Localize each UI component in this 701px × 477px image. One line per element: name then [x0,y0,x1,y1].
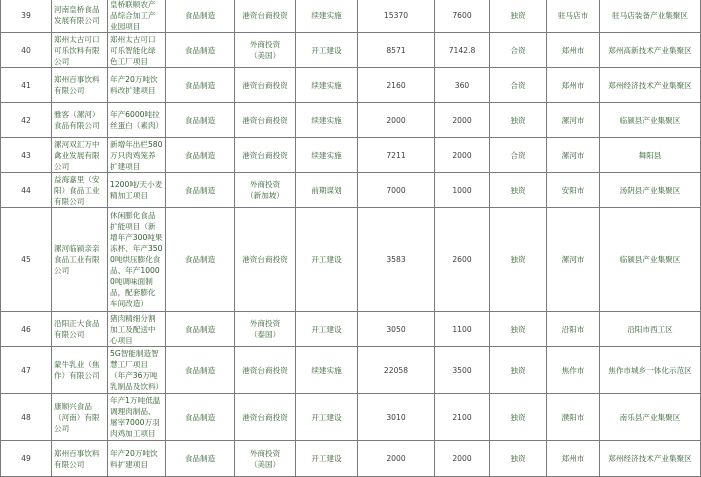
cell-amount [435,173,490,208]
cell-city-text: 焦作市 [561,365,585,375]
cell-city [547,173,600,208]
cell-industry [166,394,235,441]
cell-company-text: 雅客（漯河）食品有限公司 [54,110,100,130]
cell-no [1,138,52,173]
cell-investment [358,103,435,138]
cell-industry-text: 食品制造 [184,255,216,264]
cell-city-text: 沿阳市 [561,324,585,334]
cell-mode-text: 独资 [510,324,526,334]
cell-project-text: 休闲膨化食品扩能项目（新增年产300吨果冻杯、年产3500吨烘压膨化食品、年产10000吨调味面制品，配套膨化车间改造） [110,211,163,308]
cell-amount-text: 2000 [452,454,472,463]
cell-no-text: 42 [21,115,31,125]
cell-city [547,312,600,347]
cell-source-text: 港资台商投资 [242,365,288,375]
cell-investment [358,138,435,173]
cell-project-text: 猪肉精细分割加工及配送中心项目 [110,313,156,345]
cell-company [52,68,108,103]
cell-city [547,138,600,173]
cell-no-text: 41 [21,80,31,90]
cell-no-text: 39 [21,10,31,20]
cell-project-text: 皇桥联顺农产品综合加工产业园项目 [110,0,156,31]
cell-amount [435,394,490,441]
cell-source [235,173,296,208]
cell-project-text: 年产20万吨饮料改扩建项目 [110,75,158,95]
table-row [1,347,701,394]
cell-no [1,441,52,477]
cell-source [235,138,296,173]
cell-stage [296,173,358,208]
cell-stage [296,208,358,312]
cell-no [1,68,52,103]
cell-zone [600,394,701,441]
cell-investment-text: 2000 [386,115,406,125]
cell-mode [490,347,547,394]
cell-investment-text: 7211 [386,150,406,160]
cell-amount [435,138,490,173]
cell-industry-text: 食品制造 [184,185,216,195]
cell-no-text: 44 [21,185,31,195]
cell-stage-text: 前期谋划 [311,185,342,195]
cell-source [235,68,296,103]
cell-stage-text: 开工建设 [311,324,342,334]
cell-source [235,208,296,312]
cell-mode-text: 独资 [510,412,526,422]
cell-source-text: 外商投资 [249,448,281,458]
cell-mode-text: 独资 [510,454,526,463]
cell-no-text: 45 [21,255,31,264]
cell-project [108,173,166,208]
cell-investment [358,173,435,208]
cell-company-text: 郑州太古可口可乐饮料有限公司 [54,34,100,66]
cell-investment [358,33,435,68]
cell-city-text: 濮阳市 [561,412,585,422]
cell-industry-text: 食品制造 [184,324,216,334]
cell-source-text: 港资台商投资 [242,412,288,422]
cell-project-text: 年产6000吨拉丝蛋白（素肉） [110,110,164,130]
cell-amount-text: 1100 [452,324,472,334]
cell-company [52,347,108,394]
cell-source [235,312,296,347]
cell-industry-text: 食品制造 [184,115,216,125]
cell-project-text: 年产1万吨低温调理肉制品、屠宰7000万羽肉鸡加工项目 [110,396,161,438]
cell-project [108,208,166,312]
cell-stage-text: 续建实施 [311,115,342,125]
cell-mode-text: 独资 [510,365,526,375]
cell-investment [358,0,435,33]
cell-industry [166,312,235,347]
cell-amount-text: 2100 [452,412,472,422]
cell-source-text: 港资台商投资 [242,10,288,20]
cell-city [547,208,600,312]
table-row [1,173,701,208]
cell-amount [435,68,490,103]
cell-investment-text: 3050 [386,324,406,334]
cell-source-text: 港资台商投资 [242,255,288,264]
cell-company [52,138,108,173]
cell-industry-text: 食品制造 [184,80,216,90]
cell-city [547,394,600,441]
cell-stage-text: 续建实施 [311,80,342,90]
cell-stage [296,394,358,441]
cell-investment-text: 8571 [386,45,406,55]
cell-amount-text: 3500 [452,365,472,375]
cell-company [52,394,108,441]
cell-amount-text: 7142.8 [448,45,476,55]
cell-industry-text: 食品制造 [184,45,216,55]
cell-zone-text: 汤阴县产业集聚区 [619,185,681,195]
cell-project-text: 郑州太古可口可乐智能化绿色工厂项目 [110,34,156,66]
cell-stage [296,138,358,173]
cell-company [52,33,108,68]
cell-investment-text: 3010 [386,412,406,422]
cell-zone-text: 沿阳市西工区 [627,324,673,334]
cell-project [108,441,166,477]
cell-stage-text: 续建实施 [311,10,342,20]
cell-industry [166,33,235,68]
cell-amount [435,208,490,312]
cell-no-text: 43 [21,150,31,160]
cell-industry-text: 食品制造 [184,150,216,160]
cell-amount [435,441,490,477]
table-body [1,0,701,477]
cell-source [235,103,296,138]
cell-zone-text: 舞阳县 [638,150,662,160]
table-row [1,103,701,138]
cell-investment-text: 7000 [386,185,406,195]
cell-industry-text: 食品制造 [184,10,216,20]
cell-stage-text: 续建实施 [311,150,342,160]
cell-stage [296,347,358,394]
cell-project [108,347,166,394]
cell-investment-text: 3583 [386,255,406,264]
cell-project-text: 5G智能制造智慧工厂项目（年产36万吨乳制品及饮料） [110,349,164,391]
cell-stage [296,103,358,138]
cell-source-text: 外商投资 [249,319,281,328]
cell-source-country: （美国） [249,51,281,60]
cell-stage [296,33,358,68]
cell-no [1,347,52,394]
cell-project [108,103,166,138]
cell-no-text: 47 [21,365,31,375]
cell-mode [490,68,547,103]
cell-stage [296,312,358,347]
cell-company-text: 蒙牛乳业（焦作）有限公司 [54,360,100,380]
cell-zone [600,173,701,208]
cell-zone [600,103,701,138]
cell-company-text: 漯河临颍亲亲食品工业有限公司 [54,244,100,275]
table-row [1,312,701,347]
cell-project-text: 年产20万吨饮料扩建项目 [110,448,158,469]
cell-no-text: 49 [21,454,31,463]
cell-no [1,0,52,33]
cell-zone [600,208,701,312]
cell-stage-text: 开工建设 [311,412,342,422]
cell-mode [490,103,547,138]
cell-industry-text: 食品制造 [184,454,216,463]
cell-zone [600,138,701,173]
cell-mode-text: 独资 [510,185,526,195]
cell-source-text: 港资台商投资 [242,80,288,90]
cell-stage-text: 开工建设 [311,255,342,264]
table-row [1,33,701,68]
cell-mode [490,441,547,477]
cell-mode-text: 合资 [510,80,526,90]
cell-industry [166,441,235,477]
cell-source-country: （新加坡） [246,191,284,200]
cell-stage [296,0,358,33]
cell-zone-text: 郑州高新技术产业集聚区 [608,45,692,55]
cell-zone-text: 南乐县产业集聚区 [619,412,681,422]
cell-amount-text: 2000 [452,150,472,160]
cell-investment [358,394,435,441]
table-row [1,208,701,312]
cell-investment-text: 15370 [383,10,409,20]
cell-zone-text: 临颍县产业集聚区 [619,115,681,125]
cell-project [108,394,166,441]
cell-city-text: 郑州市 [561,80,585,90]
cell-investment [358,441,435,477]
cell-mode [490,33,547,68]
cell-company [52,0,108,33]
cell-stage-text: 续建实施 [311,365,342,375]
cell-zone-text: 焦作市城乡一体化示范区 [608,365,692,375]
cell-amount [435,103,490,138]
cell-city-text: 郑州市 [561,454,585,463]
cell-no [1,208,52,312]
cell-company-text: 郑州百事饮料有限公司 [54,75,100,95]
cell-source-text: 外商投资 [249,180,281,189]
cell-company [52,173,108,208]
cell-amount-text: 2600 [452,255,472,264]
cell-source [235,347,296,394]
cell-investment [358,347,435,394]
cell-zone-text: 临颍县产业集聚区 [619,255,681,264]
cell-company-text: 漯河双汇万中禽业发展有限公司 [54,139,100,171]
cell-stage-text: 开工建设 [311,454,342,463]
table-row [1,68,701,103]
cell-city [547,103,600,138]
cell-mode [490,312,547,347]
cell-company [52,208,108,312]
cell-stage [296,68,358,103]
cell-city-text: 郑州市 [561,45,585,55]
cell-no-text: 46 [21,324,31,334]
cell-amount [435,33,490,68]
cell-zone [600,441,701,477]
cell-city [547,441,600,477]
cell-industry [166,347,235,394]
cell-project [108,68,166,103]
cell-city [547,0,600,33]
cell-mode [490,173,547,208]
cell-project [108,0,166,33]
cell-mode-text: 独资 [510,115,526,125]
cell-source-text: 港资台商投资 [242,150,288,160]
cell-source [235,441,296,477]
cell-city [547,68,600,103]
cell-project [108,138,166,173]
cell-company-text: 益海嘉里（安阳）食品工业有限公司 [54,174,100,206]
cell-industry [166,173,235,208]
cell-mode [490,138,547,173]
cell-zone-text: 郑州经济技术产业集聚区 [608,454,692,463]
cell-industry [166,208,235,312]
cell-no [1,312,52,347]
cell-project-text: 新增年出栏580万只肉鸡笼养扩建项目 [110,139,163,171]
cell-company [52,103,108,138]
table-row [1,0,701,33]
cell-city [547,347,600,394]
cell-source [235,394,296,441]
cell-source-country: （泰国） [249,330,281,339]
cell-no [1,103,52,138]
cell-company-text: 郑州百事饮料有限公司 [54,448,100,469]
cell-amount [435,312,490,347]
cell-city-text: 安阳市 [561,185,585,195]
cell-project [108,33,166,68]
table-row [1,138,701,173]
cell-no [1,394,52,441]
cell-stage [296,441,358,477]
cell-company-text: 康顺兴食品（河南）有限公司 [54,401,100,433]
cell-investment [358,312,435,347]
cell-source-text: 港资台商投资 [242,115,288,125]
cell-mode-text: 合资 [510,45,526,55]
cell-investment-text: 2000 [386,454,406,463]
cell-project-text: 1200吨/天小麦精加工项目 [110,180,163,200]
cell-amount [435,347,490,394]
cell-mode [490,208,547,312]
cell-no [1,33,52,68]
cell-amount-text: 2000 [452,115,472,125]
cell-zone [600,33,701,68]
table-row [1,394,701,441]
cell-zone-text: 郑州经济技术产业集聚区 [608,80,692,90]
cell-city-text: 漯河市 [561,150,585,160]
cell-zone [600,0,701,33]
cell-source-country: （美国） [249,459,281,469]
cell-zone [600,347,701,394]
cell-industry-text: 食品制造 [184,412,216,422]
cell-source [235,0,296,33]
cell-industry [166,0,235,33]
cell-investment-text: 22058 [383,365,409,375]
cell-project [108,312,166,347]
cell-zone [600,68,701,103]
cell-investment [358,68,435,103]
cell-company-text: 沿阳正大食品有限公司 [54,319,100,339]
cell-industry [166,103,235,138]
cell-zone [600,312,701,347]
cell-investment-text: 2160 [386,80,406,90]
cell-city-text: 驻马店市 [557,10,589,20]
table-row [1,441,701,477]
cell-investment [358,208,435,312]
cell-mode-text: 独资 [510,255,526,264]
cell-mode [490,394,547,441]
cell-city-text: 漯河市 [561,115,585,125]
cell-no-text: 48 [21,412,31,422]
cell-amount-text: 360 [454,80,470,90]
cell-industry [166,138,235,173]
cell-company [52,441,108,477]
cell-amount [435,0,490,33]
cell-mode [490,0,547,33]
cell-city [547,33,600,68]
cell-mode-text: 独资 [510,10,526,20]
cell-industry-text: 食品制造 [184,365,216,375]
cell-amount-text: 1000 [452,185,472,195]
cell-city-text: 漯河市 [561,255,585,264]
cell-no-text: 40 [21,45,31,55]
cell-no [1,173,52,208]
cell-industry [166,68,235,103]
cell-amount-text: 7600 [452,10,472,20]
cell-company [52,312,108,347]
cell-mode-text: 合资 [510,150,526,160]
cell-stage-text: 开工建设 [311,45,342,55]
cell-source-text: 外商投资 [249,40,281,49]
cell-company-text: 河南皇桥食品发展有限公司 [54,5,100,25]
cell-source [235,33,296,68]
cell-zone-text: 驻马店装备产业集聚区 [612,10,688,20]
